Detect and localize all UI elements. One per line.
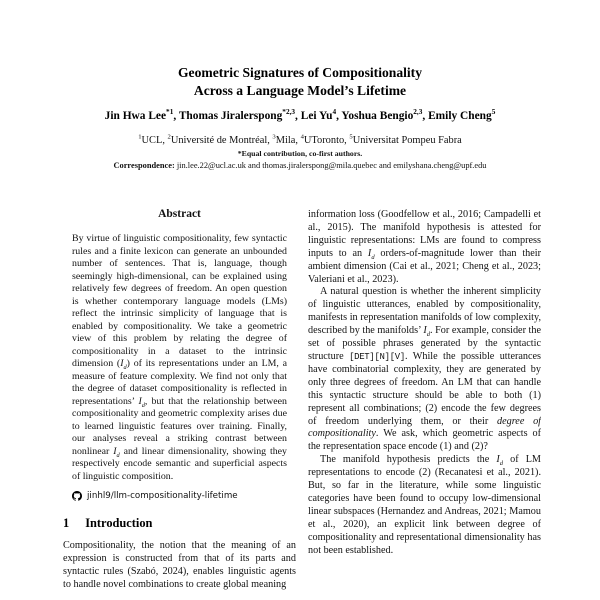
equal-contribution-note: *Equal contribution, co-first authors.	[237, 149, 363, 158]
repo-label: jinhl9/llm-compositionality-lifetime	[87, 491, 238, 501]
right-col-paragraph-2: A natural question is whether the inherent simplicity of linguistic utterances, enabled by compositionality, manifests in representation manifolds of low complexity, described by the manifolds’ $I_d$. For example, consider the set of possible phrases generated by the syntactic structure [DET][N][V]. While the possible utterances have combinatorial complexity, they are generated by only three degrees of freedom. An LM that can handle this syntactic structure should be able to both (1) represent all combinations; (2) encode the few degrees of freedom underlying them, or their degree of compositionality. We ask, which geometric aspects of the representation space encode (1) and (2)?	[308, 286, 541, 453]
abstract-heading: Abstract	[158, 208, 201, 220]
correspondence-line: Correspondence: jin.lee.22@ucl.ac.uk and thomas.jiralerspong@mila.quebec and emilyshana.cheng@upf.edu	[113, 161, 487, 170]
authors-line: Jin Hwa Lee$^{*1}$, Thomas Jiralerspong$^{*2,3}$, Lei Yu$^4$, Yoshua Bengio$^{2,3}$, Emily Cheng$^5$	[104, 108, 496, 122]
affiliations-line: $^1$UCL, $^2$Université de Montréal, $^3$Mila, $^4$UToronto, $^5$Universitat Pompeu Fabra	[138, 133, 462, 146]
intro-paragraph: Compositionality, the notion that the meaning of an expression is constructed from that of its parts and syntactic rules (Szabó, 2024), enables linguistic agents to handle novel combinations to create global meaning	[63, 540, 296, 590]
section-title: Introduction	[85, 516, 153, 530]
github-icon	[72, 491, 82, 501]
left-column	[63, 206, 296, 600]
right-col-paragraph-1: information loss (Goodfellow et al., 2016; Campadelli et al., 2015). The manifold hypothesis is attested for linguistic representations: LMs are found to compress inputs to an $I_d$ orders-of-magnitude lower than their ambient dimension (Cai et al., 2021; Cheng et al., 2023; Valeriani et al., 2023).	[308, 209, 541, 285]
paper-title-line1: Geometric Signatures of Compositionality	[177, 65, 423, 80]
paper-title-line2: Across a Language Model’s Lifetime	[193, 82, 407, 98]
section-number: 1	[63, 516, 70, 530]
section-heading-introduction	[63, 516, 296, 531]
right-column	[308, 206, 541, 600]
paper-title	[40, 64, 560, 99]
abstract-body: By virtue of linguistic compositionality, few syntactic rules and a finite lexicon can generate an unbounded number of sentences. That is, language, though seemingly high-dimensional, can be explained using relatively few degrees of freedom. An open question is whether contemporary language models (LMs) reflect the intrinsic simplicity of language that is enabled by compositionality. We take a geometric view of this problem by relating the degree of compositionality in a dataset to the intrinsic dimension $(I_d)$ of its representations under an LM, a measure of feature complexity. We find not only that the degree of dataset compositionality is reflected in representations’ $I_d$, but that the relationship between compositionality and geometric complexity arises due to learned linguistic features over training. Finally, our analyses reveal a striking contrast between nonlinear $I_d$ and linear dimensionality, showing they respectively encode semantic and superficial aspects of linguistic composition.	[72, 233, 287, 482]
two-column-body	[63, 206, 541, 600]
code-repo-link[interactable]	[72, 491, 287, 501]
right-col-paragraph-3: The manifold hypothesis predicts the $I_d$ of LM representations to encode (2) (Recanatesi et al., 2021). But, so far in the literature, while some linguistic categories have been found to occupy low-dimensional linear subspaces (Hernandez and Andreas, 2021; Mamou et al., 2020), an explicit link between degree of compositionality and representational dimensionality has not been established.	[308, 454, 541, 556]
